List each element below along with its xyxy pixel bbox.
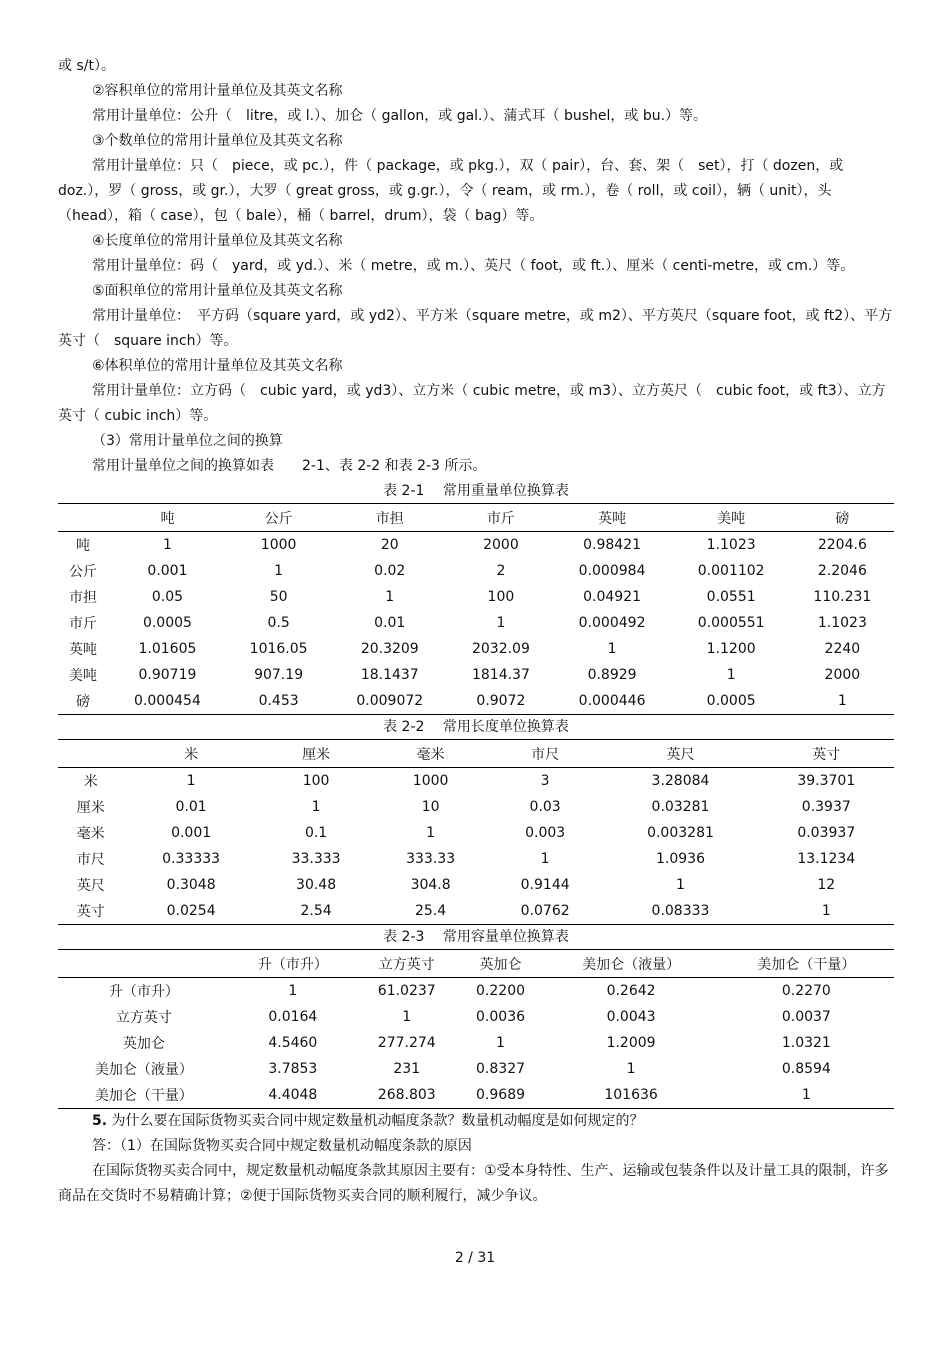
table-row: [58, 872, 894, 898]
table-row: [58, 1056, 894, 1082]
row-header: 公斤: [68, 564, 97, 580]
question-text: 为什么要在国际货物买卖合同中规定数量机动幅度条款？数量机动幅度是如何规定的？: [111, 1113, 644, 1129]
length-conversion-table: [58, 739, 894, 925]
table-cell: 0.003281: [647, 825, 714, 841]
table-cell: 0.02: [374, 563, 406, 579]
table-cell: 1814.37: [471, 667, 530, 683]
row-header: 吨: [75, 538, 90, 554]
document-page: [58, 54, 894, 1209]
column-header: 市担: [375, 510, 404, 527]
column-header: 吨: [160, 510, 175, 527]
table-cell: 304.8: [410, 877, 451, 893]
table-cell: 2240: [824, 641, 861, 657]
table-cell: 2000: [483, 537, 519, 553]
column-header: 毫米: [416, 746, 445, 763]
table-cell: 1000: [260, 537, 297, 553]
table-cell: 3: [540, 773, 550, 789]
table-cell: 1.1200: [706, 641, 756, 657]
table-cell: 10: [421, 799, 440, 815]
column-header: 美吨: [717, 510, 746, 527]
table-cell: 0.3937: [801, 799, 851, 815]
table-cell: 0.001102: [697, 563, 765, 579]
table-cell: 0.04921: [583, 589, 642, 605]
column-header: 公斤: [264, 510, 293, 527]
table-cell: 0.5: [267, 615, 290, 631]
table-row: [58, 636, 894, 662]
table-cell: 1: [186, 773, 196, 789]
table-cell: 0.3048: [166, 877, 216, 893]
table-cell: 1.0321: [781, 1035, 831, 1051]
page-number: 2 / 31: [454, 1250, 496, 1266]
table-cell: 231: [393, 1061, 421, 1077]
table-cell: 20: [380, 537, 399, 553]
table-header-row: [58, 740, 894, 768]
table-cell: 1: [837, 693, 847, 709]
table-cell: 50: [269, 589, 288, 605]
table-row: [58, 898, 894, 925]
table-cell: 0.2200: [476, 983, 526, 999]
table-cell: 33.333: [291, 851, 341, 867]
column-header: 市尺: [531, 746, 560, 763]
row-header: 英加仑: [122, 1036, 165, 1052]
paragraph: 常用计量单位之间的换算如表 2-1、表 2-2 和表 2-3 所示。: [92, 458, 487, 474]
table-row: [58, 532, 894, 559]
column-header: 厘米: [302, 746, 331, 763]
table-cell: 0.9072: [476, 693, 526, 709]
table-row: [58, 662, 894, 688]
row-header: 美加仑（干量）: [94, 1088, 193, 1104]
table-cell: 0.08333: [651, 903, 710, 919]
table-row: [58, 610, 894, 636]
table-cell: 1.2009: [606, 1035, 656, 1051]
table-cell: 110.231: [813, 589, 872, 605]
table-cell: 1: [540, 851, 550, 867]
table-cell: 18.1437: [360, 667, 419, 683]
question: [58, 1109, 894, 1134]
table-cell: 61.0237: [377, 983, 436, 999]
table-cell: 1: [402, 1009, 412, 1025]
table-cell: 0.03281: [651, 799, 710, 815]
table-cell: 1.1023: [706, 537, 756, 553]
table-cell: 25.4: [415, 903, 447, 919]
row-header: 市斤: [68, 616, 97, 632]
table-cell: 0.8929: [587, 667, 637, 683]
table-cell: 2.54: [300, 903, 332, 919]
row-header: 美加仑（液量）: [94, 1062, 193, 1078]
table-cell: 1: [676, 877, 685, 893]
row-header: 立方英寸: [115, 1010, 172, 1026]
table-caption: 表 2-3 常用容量单位换算表: [383, 929, 569, 945]
table-row: [58, 768, 894, 795]
paragraph: 答：（1）在国际货物买卖合同中规定数量机动幅度条款的原因: [92, 1138, 472, 1154]
row-header: 升（市升）: [108, 984, 179, 1000]
table-cell: 0.0551: [706, 589, 756, 605]
table-cell: 0.000446: [578, 693, 646, 709]
table-cell: 0.000984: [578, 563, 646, 579]
table-cell: 1.0936: [655, 851, 705, 867]
table-caption: 表 2-2 常用长度单位换算表: [383, 719, 569, 735]
paragraph: 常用计量单位：只（ piece，或 pc.），件（ package，或 pkg.），双（ pair），台、套、架（ set），打（ dozen，或 doz.），罗（ gross，或 gr.），大罗（ great gross，或 g.gr.），令（ ream，或 rm.），卷（ roll，或 coil），辆（ unit），头（head），箱（ case），包（ bale），桶（ barrel，drum），袋（ bag）等。: [58, 158, 848, 224]
column-header: [58, 950, 230, 978]
paragraph: 或 s/t）。: [58, 58, 115, 74]
column-header: 美加仑（干量）: [757, 956, 856, 973]
table-cell: 2032.09: [471, 641, 530, 657]
paragraph: 在国际货物买卖合同中，规定数量机动幅度条款其原因主要有：①受本身特性、生产、运输或包装条件以及计量工具的限制，许多商品在交货时不易精确计算；②便于国际货物买卖合同的顺利履行，减少争议。: [58, 1163, 889, 1204]
table-cell: 0.90719: [138, 667, 197, 683]
table-row: [58, 688, 894, 715]
table-cell: 907.19: [254, 667, 304, 683]
table-cell: 0.000551: [697, 615, 765, 631]
table-cell: 1: [496, 1035, 505, 1051]
column-header: 英吨: [598, 510, 627, 527]
table-cell: 0.01: [374, 615, 406, 631]
table-cell: 0.03937: [797, 825, 856, 841]
table-row: [58, 1030, 894, 1056]
paragraph: ⑤面积单位的常用计量单位及其英文名称: [92, 283, 343, 299]
table-cell: 0.000492: [578, 615, 646, 631]
table-row: [58, 1082, 894, 1109]
paragraph: ④长度单位的常用计量单位及其英文名称: [92, 233, 343, 249]
table-cell: 2.2046: [817, 563, 867, 579]
table-cell: 1: [426, 825, 436, 841]
column-header: 磅: [835, 510, 850, 527]
table-cell: 1: [288, 983, 298, 999]
table-header-row: [58, 950, 894, 978]
table-cell: 2204.6: [817, 537, 867, 553]
table-cell: 0.0005: [706, 693, 756, 709]
table-cell: 13.1234: [797, 851, 856, 867]
paragraph: 常用计量单位：立方码（ cubic yard，或 yd3）、立方米（ cubic metre，或 m3）、立方英尺（ cubic foot，或 ft3）、立方英寸（ cubic inch）等。: [58, 383, 886, 424]
column-header: 市斤: [486, 510, 515, 527]
table-cell: 0.01: [175, 799, 207, 815]
table-cell: 0.8594: [781, 1061, 831, 1077]
table-cell: 1: [626, 1061, 636, 1077]
table-cell: 0.0036: [476, 1009, 526, 1025]
table-cell: 1: [801, 1087, 811, 1103]
table-row: [58, 1004, 894, 1030]
table-row: [58, 558, 894, 584]
paragraph: ②容积单位的常用计量单位及其英文名称: [92, 83, 343, 99]
table-cell: 1: [496, 615, 506, 631]
row-header: 毫米: [76, 826, 105, 842]
table-cell: 0.98421: [583, 537, 642, 553]
column-header: [58, 504, 108, 532]
table-cell: 100: [302, 773, 330, 789]
table-cell: 1: [726, 667, 736, 683]
table-cell: 1: [274, 563, 284, 579]
table-row: [58, 820, 894, 846]
paragraph: （3）常用计量单位之间的换算: [92, 433, 283, 449]
table-row: [58, 584, 894, 610]
column-header: 英寸: [812, 746, 841, 763]
row-header: 磅: [75, 694, 90, 710]
table-cell: 1: [162, 537, 172, 553]
table-cell: 0.8327: [476, 1061, 526, 1077]
paragraph: 常用计量单位：公升（ litre，或 l.）、加仑（ gallon，或 gal.）、蒲式耳（ bushel，或 bu.）等。: [92, 108, 708, 124]
table-cell: 1: [821, 903, 831, 919]
row-header: 英寸: [76, 904, 105, 920]
table-cell: 101636: [604, 1087, 658, 1103]
table-header-row: [58, 504, 894, 532]
table-cell: 0.0043: [606, 1009, 656, 1025]
table-cell: 268.803: [377, 1087, 436, 1103]
paragraph: 常用计量单位：码（ yard，或 yd.）、米（ metre，或 m.）、英尺（ foot，或 ft.）、厘米（ centi-metre，或 cm.）等。: [92, 258, 855, 274]
table-cell: 39.3701: [797, 773, 856, 789]
question-number: 5.: [92, 1113, 108, 1129]
table-cell: 1.1023: [817, 615, 867, 631]
table-cell: 0.0164: [268, 1009, 318, 1025]
table-cell: 30.48: [296, 877, 337, 893]
table-cell: 0.009072: [356, 693, 424, 709]
table-cell: 0.9689: [476, 1087, 526, 1103]
table-cell: 0.05: [151, 589, 184, 605]
column-header: 英加仑: [479, 956, 522, 973]
table-row: [58, 794, 894, 820]
table-cell: 0.0037: [781, 1009, 831, 1025]
row-header: 市尺: [76, 852, 105, 868]
table-caption: 表 2-1 常用重量单位换算表: [383, 483, 569, 499]
table-cell: 100: [487, 589, 515, 605]
table-cell: 0.0254: [166, 903, 216, 919]
row-header: 美吨: [68, 668, 97, 684]
table-cell: 0.003: [525, 825, 566, 841]
table-cell: 4.5460: [268, 1035, 318, 1051]
column-header: 美加仑（液量）: [582, 956, 681, 973]
table-cell: 1: [311, 799, 321, 815]
table-cell: 0.2270: [781, 983, 831, 999]
row-header: 厘米: [76, 800, 105, 816]
table-row: [58, 978, 894, 1005]
table-cell: 20.3209: [360, 641, 419, 657]
table-cell: 0.453: [258, 693, 299, 709]
column-header: 米: [184, 746, 199, 763]
table-cell: 0.000454: [134, 693, 201, 709]
table-cell: 0.2642: [606, 983, 656, 999]
volume-conversion-table: [58, 949, 894, 1109]
column-header: 立方英寸: [378, 956, 435, 973]
row-header: 市担: [68, 590, 97, 606]
table-cell: 0.0762: [520, 903, 570, 919]
table-cell: 3.7853: [268, 1061, 318, 1077]
paragraph: ⑥体积单位的常用计量单位及其英文名称: [92, 358, 343, 374]
table-cell: 12: [817, 877, 836, 893]
paragraph: 常用计量单位： 平方码（square yard，或 yd2）、平方米（square metre，或 m2）、平方英尺（square foot，或 ft2）、平方英寸（ square inch）等。: [58, 308, 893, 349]
row-header: 米: [83, 774, 98, 790]
column-header: [58, 740, 123, 768]
table-cell: 333.33: [406, 851, 456, 867]
table-cell: 1.01605: [138, 641, 197, 657]
table-row: [58, 846, 894, 872]
table-cell: 0.1: [304, 825, 328, 841]
table-cell: 0.001: [147, 563, 188, 579]
table-cell: 0.03: [529, 799, 561, 815]
table-cell: 0.001: [171, 825, 212, 841]
paragraph: ③个数单位的常用计量单位及其英文名称: [92, 133, 343, 149]
weight-conversion-table: [58, 503, 894, 715]
table-cell: 1000: [412, 773, 449, 789]
row-header: 英尺: [76, 878, 105, 894]
table-cell: 0.9144: [520, 877, 570, 893]
table-cell: 1: [385, 589, 395, 605]
column-header: 升（市升）: [257, 956, 328, 973]
table-cell: 0.0005: [142, 615, 192, 631]
column-header: 英尺: [666, 746, 695, 763]
table-cell: 4.4048: [268, 1087, 318, 1103]
table-cell: 3.28084: [651, 773, 710, 789]
table-cell: 0.33333: [162, 851, 221, 867]
table-cell: 277.274: [377, 1035, 436, 1051]
table-cell: 2: [496, 563, 506, 579]
table-cell: 1: [607, 641, 617, 657]
table-cell: 2000: [824, 667, 861, 683]
row-header: 英吨: [68, 642, 97, 658]
table-cell: 1016.05: [249, 641, 308, 657]
